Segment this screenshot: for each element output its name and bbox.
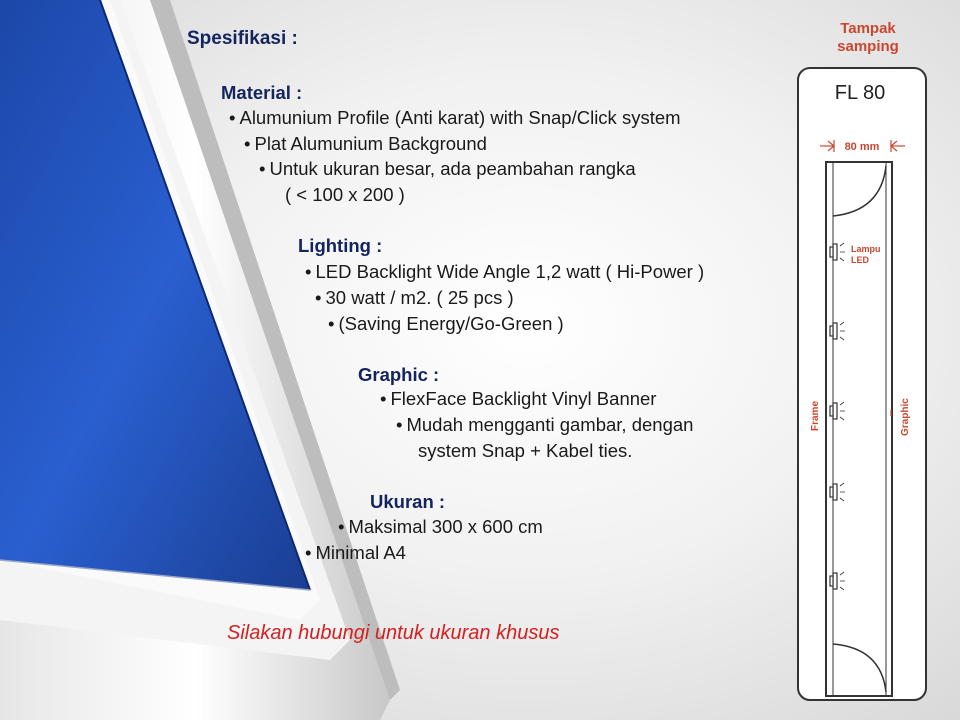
- contact-note: Silakan hubungi untuk ukuran khusus: [227, 622, 560, 644]
- frame-label: Frame: [810, 400, 821, 431]
- lamp-label: Lampu: [851, 244, 881, 254]
- lighting-item: • 30 watt / m2. ( 25 pcs ): [315, 287, 514, 308]
- lighting-item: • LED Backlight Wide Angle 1,2 watt ( Hi-Power ): [305, 261, 705, 282]
- material-item: • Alumunium Profile (Anti karat) with Snap/Click system: [229, 107, 681, 128]
- material-item: • Plat Alumunium Background: [244, 133, 487, 154]
- ukuran-item: • Minimal A4: [305, 542, 406, 563]
- spec-title: Spesifikasi :: [187, 28, 298, 49]
- graphic-label: Graphic: [900, 398, 911, 436]
- graphic-extra: system Snap + Kabel ties.: [418, 440, 633, 461]
- graphic-item: • FlexFace Backlight Vinyl Banner: [380, 388, 657, 409]
- model-label: FL 80: [834, 82, 886, 104]
- graphic-item: • Mudah mengganti gambar, dengan: [396, 414, 694, 435]
- material-item: • Untuk ukuran besar, ada peambahan rangka: [259, 158, 636, 179]
- lamp-label-led: LED: [851, 255, 869, 265]
- material-heading: Material :: [221, 82, 303, 103]
- material-extra: ( < 100 x 200 ): [285, 184, 405, 205]
- side-view-diagram: [796, 66, 930, 706]
- side-view-caption: Tampak samping: [837, 20, 899, 55]
- ukuran-heading: Ukuran :: [370, 491, 446, 512]
- lighting-item: • (Saving Energy/Go-Green ): [328, 313, 564, 334]
- ukuran-item: • Maksimal 300 x 600 cm: [338, 516, 543, 537]
- width-label: 80 mm: [844, 141, 880, 153]
- lighting-heading: Lighting :: [298, 235, 383, 256]
- graphic-heading: Graphic :: [358, 364, 440, 385]
